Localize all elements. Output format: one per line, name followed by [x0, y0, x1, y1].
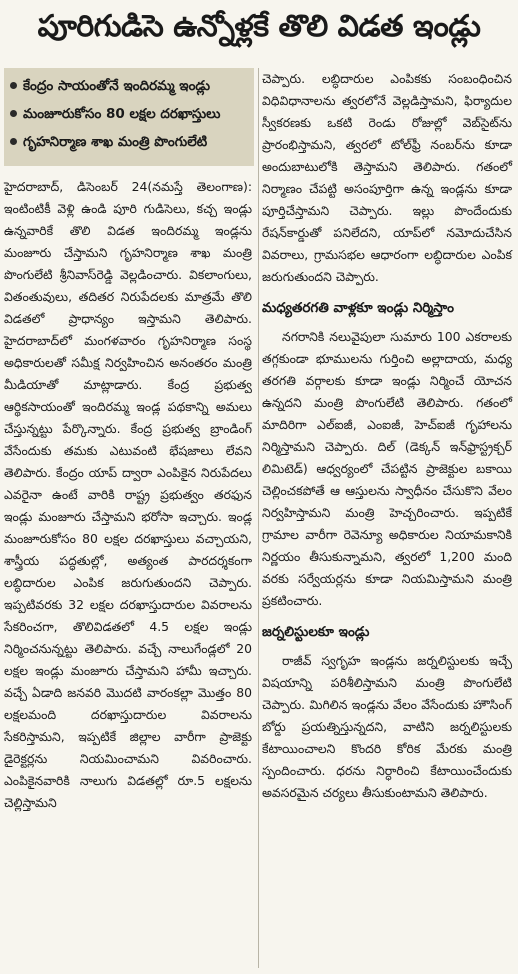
bullet-icon — [10, 82, 17, 89]
highlight-item — [10, 130, 248, 154]
column-divider — [258, 68, 259, 968]
subheading-middle-class: మధ్యతరగతి వాళ్లకూ ఇండ్లు నిర్మిస్తాం — [262, 300, 454, 316]
highlight-item — [10, 74, 248, 98]
highlight-text: మంజూరుకోసం 80 లక్షల దరఖాస్తులు — [23, 106, 221, 122]
highlight-text: కేంద్రం సాయంతోనే ఇందిరమ్మ ఇండ్లు — [23, 78, 211, 94]
subheading-journalists: జర్నలిస్టులకూ ఇండ్లు — [262, 624, 370, 640]
bullet-icon — [10, 110, 17, 117]
article-body-right-1: చెప్పారు. లబ్ధిదారుల ఎంపికకు సంబంధించిన విధివిధానాలను త్వరలోనే వెల్లడిస్తామని, ఫిర్యాదుల స్వీకరణకు ఒకటి రెండు రోజుల్లో వెబ్‌సైట్‌ను ప్రారంభిస్తామని, త్వరలో టోల్‌ఫ్రీ నంబర్‌ను కూడా అందుబాటులోకి తెస్తామని తెలిపారు. గతంలో నిర్మాణం చేపట్టి అసంపూర్తిగా ఉన్న ఇండ్లను కూడా పూర్తిచేస్తామని చెప్పారు. ఇల్లు పొందేందుకు రేషన్‌కార్డుతో పనిలేదని, యాప్‌లో నమోదుచేసిన వివరాలు, గ్రామసభల ఆధారంగా లబ్ధిదారుల ఎంపిక జరుగుతుందని చెప్పారు. — [262, 71, 512, 284]
article-body-right-2: నగరానికి నలువైపులా సుమారు 100 ఎకరాలకు తగ్గకుండా భూములను గుర్తించి అల్లాదాయ, మధ్య తరగతి వర్గాలకు కూడా ఇండ్లు నిర్మించే యోచన ఉన్నదని మంత్రి పొంగులేటి తెలిపారు. గతంలో మాదిరిగా ఎల్‌ఐజీ, ఎంఐజీ, హెచ్‌ఐజీ గృహాలను నిర్మిస్తామని చెప్పారు. దిల్ (డెక్కన్ ఇన్‌ఫ్రాస్ట్రక్చర్ లిమిటెడ్) ఆధ్వర్యంలో చేపట్టిన ప్రాజెక్టుల బకాయి చెల్లించకపోతే ఆ ఆస్తులను స్వాధీనం చేసుకొని వేలం నిర్వహిస్తామని మంత్రి హెచ్చరించారు. ఇప్పటికే గ్రామాల వారీగా రెవెన్యూ అధికారుల నియామకానికి నిర్ణయం తీసుకున్నామని, త్వరలో 1,200 మంది వరకు సర్వేయర్లను కూడా నియమిస్తామని మంత్రి ప్రకటించారు. — [262, 329, 512, 608]
highlight-item — [10, 102, 248, 126]
right-column — [262, 68, 514, 804]
highlights-box — [4, 68, 254, 166]
article-body-right-3: రాజీవ్ స్వగృహ ఇండ్లను జర్నలిస్టులకు ఇచ్చే విషయాన్ని పరిశీలిస్తామని మంత్రి పొంగులేటి చెప్పారు. మిగిలిన ఇండ్లను వేలం వేసేందుకు హౌసింగ్ బోర్డు ప్రయత్నిస్తున్నదని, వాటిని జర్నలిస్టులకు కేటాయించాలని కొందరి కోరిక మేరకు మంత్రి స్పందించారు. ధరను నిర్ధారించి కేటాయించేందుకు అవసరమైన చర్యలు తీసుకుంటామని తెలిపారు. — [262, 653, 512, 800]
left-column — [4, 68, 254, 814]
article-body-left: హైదరాబాద్, డిసెంబర్ 24(నమస్తే తెలంగాణ): ఇంటింటికీ వెళ్లి ఉండి పూరి గుడిసెలు, కచ్చ ఇండ్లు ఉన్నవారికే తొలి విడత ఇందిరమ్మ ఇండ్లను మంజూరు చేస్తామని గృహనిర్మాణ శాఖ మంత్రి పొంగులేటి శ్రీనివాస్‌రెడ్డి వెల్లడించారు. వికలాంగులు, వితంతువులు, తదితర నిరుపేదలకు మాత్రమే తొలి విడతలో ప్రాధాన్యం ఇస్తామని తెలిపారు. హైదరాబాద్‌లో మంగళవారం గృహనిర్మాణ సంస్థ అధికారులతో సమీక్ష నిర్వహించిన అనంతరం మంత్రి మీడియాతో మాట్లాడారు. కేంద్ర ప్రభుత్వ ఆర్థికసాయంతో ఇందిరమ్మ ఇండ్ల పథకాన్ని అమలు చేస్తున్నట్టు పేర్కొన్నారు. కేంద్ర ప్రభుత్వ బ్రాండింగ్ వేసేందుకు తమకు ఎటువంటి భేషజాలు లేవని తెలిపారు. కేంద్రం యాప్ ద్వారా ఎంపికైన నిరుపేదలు ఎవరైనా ఉంటే వారికి రాష్ట్ర ప్రభుత్వం తరఫున ఇండ్లు మంజూరు చేస్తామని భరోసా ఇచ్చారు. ఇండ్ల మంజూరుకోసం 80 లక్షల దరఖాస్తులు వచ్చాయని, శాస్త్రీయ పద్ధతుల్లో, అత్యంత పారదర్శకంగా లబ్ధిదారుల ఎంపిక జరుగుతుందని చెప్పారు. ఇప్పటివరకు 32 లక్షల దరఖాస్తుదారుల వివరాలను సేకరించగా, తొలివిడతలో 4.5 లక్షల ఇండ్లు నిర్మించనున్నట్టు తెలిపారు. వచ్చే నాలుగేండ్లలో 20 లక్షల ఇండ్లు మంజూరు చేస్తామని హామీ ఇచ్చారు. వచ్చే ఏడాది జనవరి మొదటి వారంకల్లా మొత్తం 80 లక్షలమంది దరఖాస్తుదారుల వివరాలను సేకరిస్తామని, ఇప్పటికే జిల్లాల వారీగా ప్రాజెక్టు డైరెక్టర్లను నియమించామని వివరించారు. ఎంపికైనవారికి నాలుగు విడతల్లో రూ.5 లక్షలను చెల్లిస్తామని — [4, 179, 252, 810]
highlight-text: గృహనిర్మాణ శాఖ మంత్రి పొంగులేటి — [23, 134, 208, 150]
headline: పూరిగుడిసె ఉన్నోళ్లకే తొలి విడత ఇండ్లు — [37, 9, 481, 44]
bullet-icon — [10, 138, 17, 145]
